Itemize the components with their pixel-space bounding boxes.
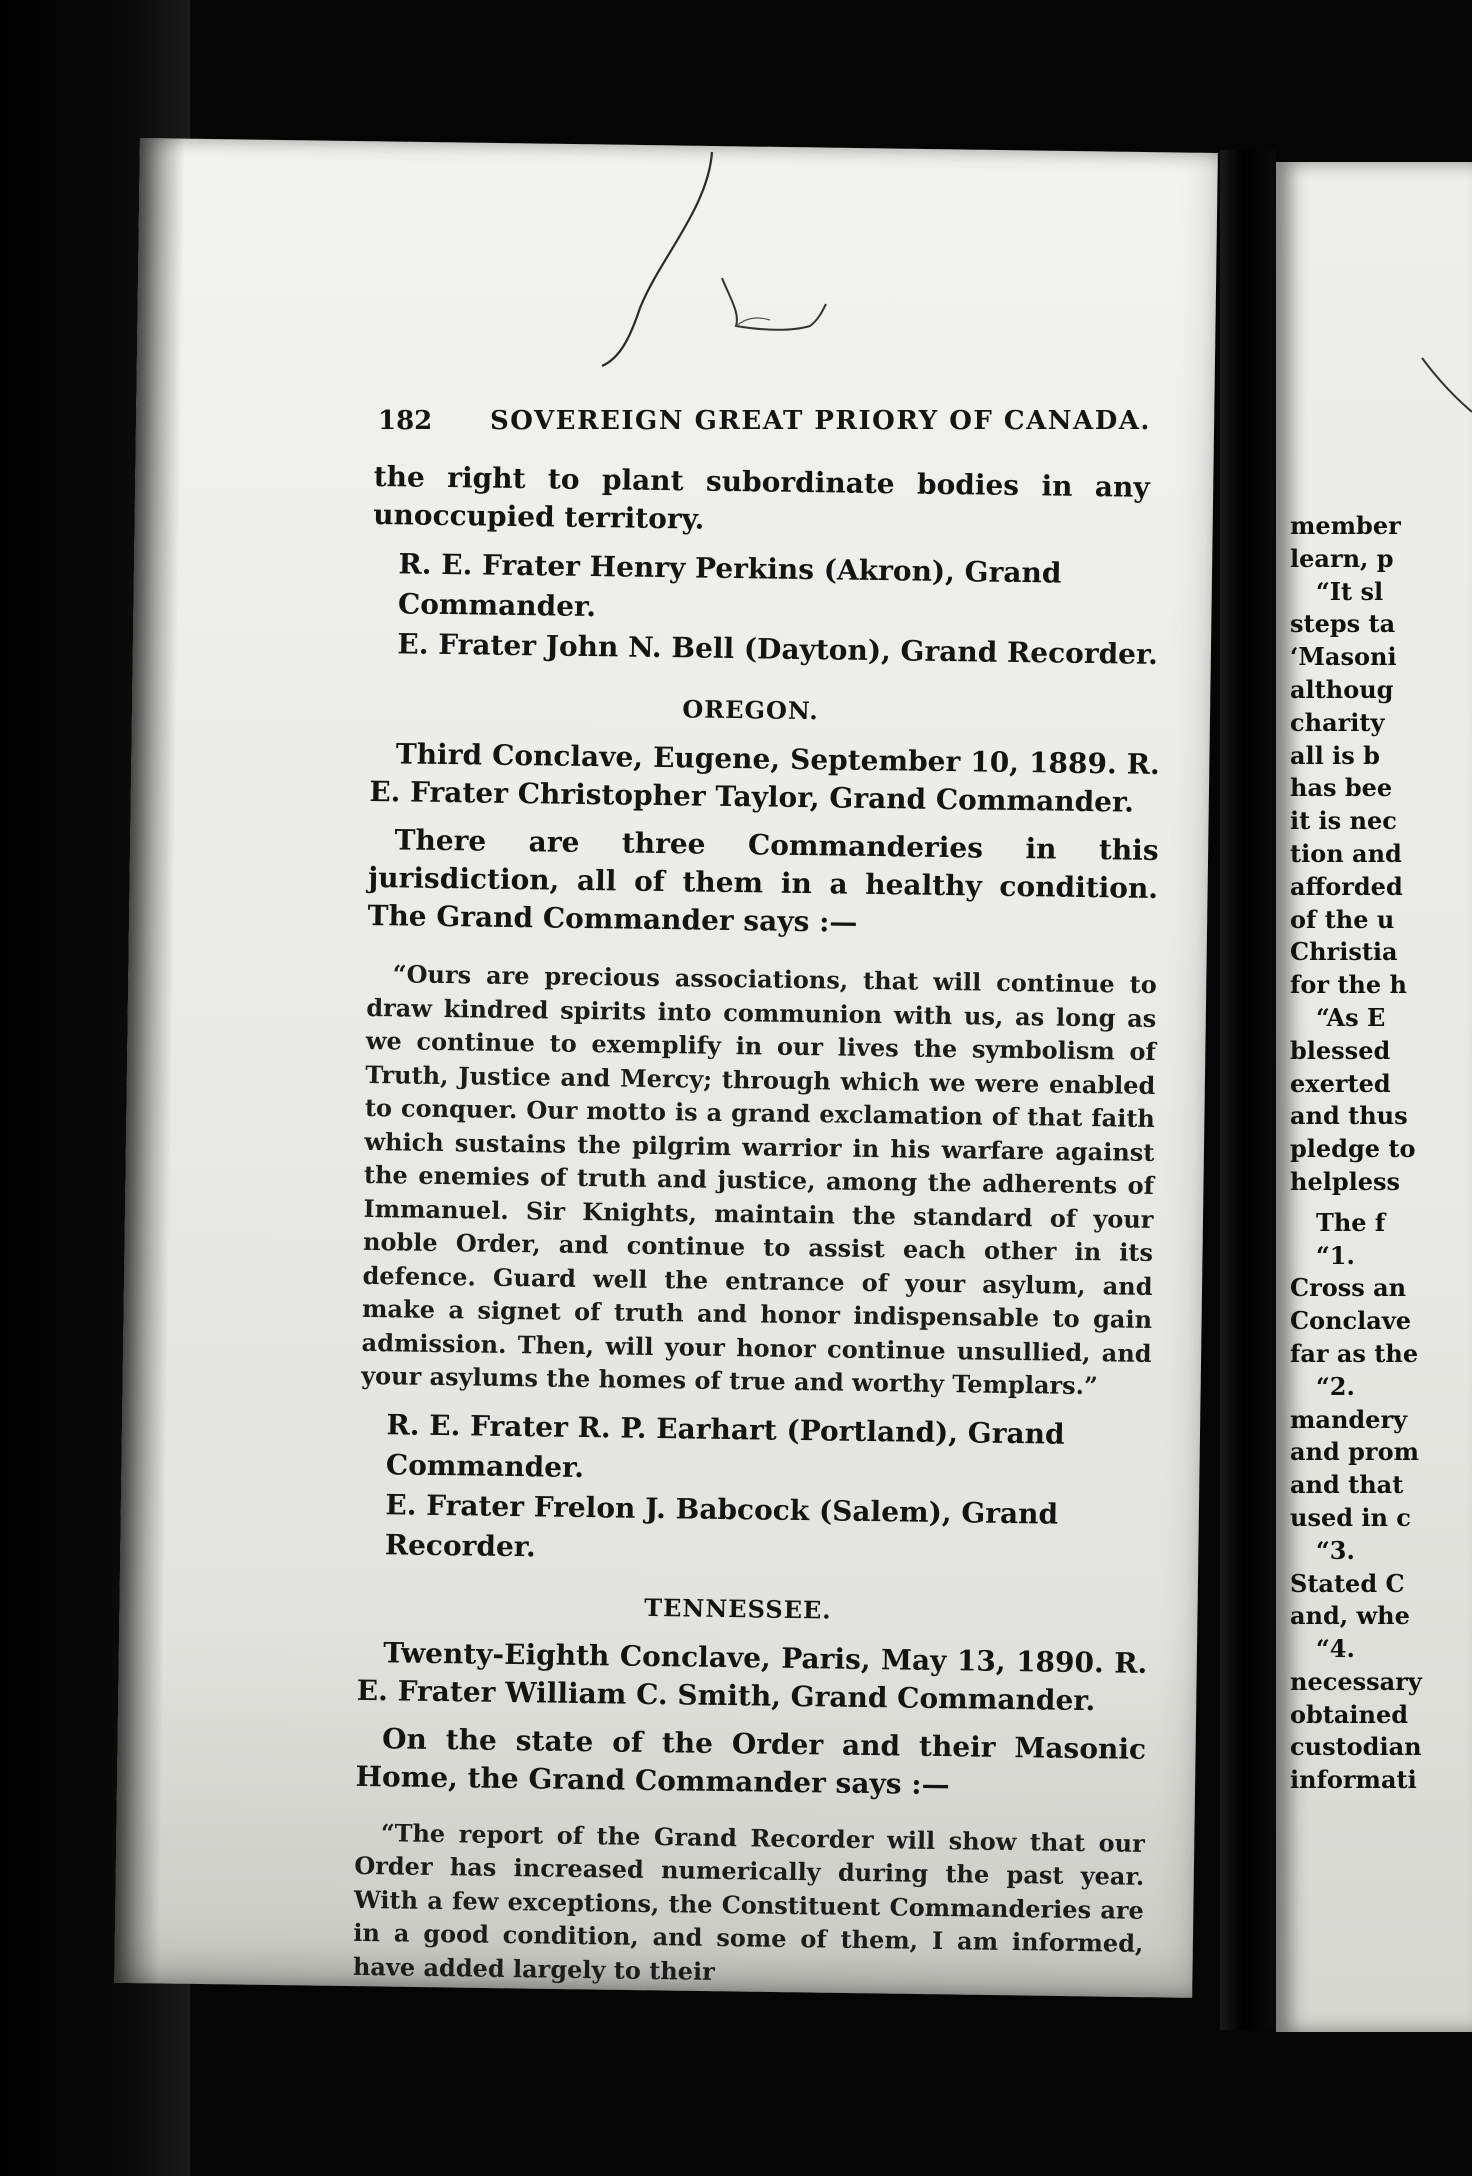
book-page-right-facing — [1276, 162, 1472, 2032]
tennessee-paragraph: On the state of the Order and their Masonic Home, the Grand Commander says :— — [355, 1721, 1147, 1801]
facing-line: “4. — [1316, 1634, 1355, 1664]
facing-line: learn, p — [1290, 543, 1394, 573]
page-header — [378, 398, 1158, 448]
facing-line: member — [1290, 511, 1401, 540]
facing-line: “2. — [1316, 1371, 1355, 1401]
facing-line: and, whe — [1290, 1601, 1410, 1631]
facing-line: and that — [1290, 1470, 1404, 1500]
facing-line: Stated C — [1290, 1568, 1405, 1598]
facing-line: mandery — [1290, 1404, 1408, 1434]
facing-line: necessary — [1290, 1666, 1422, 1696]
facing-line: obtained — [1290, 1699, 1409, 1729]
facing-line: “3. — [1316, 1535, 1355, 1565]
tennessee-intro: Twenty-Eighth Conclave, Paris, May 13, 1890. R. E. Frater William C. Smith, Grand Commander. — [356, 1635, 1148, 1717]
facing-line: of the u — [1290, 904, 1395, 934]
facing-line: far as the — [1290, 1338, 1419, 1368]
facing-line: blessed — [1290, 1035, 1391, 1065]
ohio-grand-recorder: E. Frater John N. Bell (Dayton), Grand Recorder. — [397, 627, 1159, 671]
ohio-grand-commander: R. E. Frater Henry Perkins (Akron), Grand Commander. — [397, 547, 1062, 624]
page-number: 182 — [378, 406, 433, 436]
facing-line: exerted — [1290, 1068, 1391, 1098]
facing-line: “1. — [1316, 1240, 1355, 1270]
tennessee-quote: “The report of the Grand Recorder will show that our Order has increased numerically during the past year. With a few exceptions, the Constituent Commanderies are in a good condition, and some of them, I am informed, have added largely to their — [352, 1817, 1145, 1986]
oregon-grand-commander: R. E. Frater R. P. Earhart (Portland), Grand Commander. — [385, 1407, 1065, 1484]
facing-line: Christia — [1290, 937, 1398, 967]
oregon-paragraph: There are three Commanderies in this jurisdiction, all of them in a healthy condition. The Grand Commander says :— — [367, 823, 1159, 939]
opening-paragraph: the right to plant subordinate bodies in any unoccupied territory. — [372, 459, 1150, 536]
facing-line: afforded — [1290, 871, 1403, 901]
facing-line: has bee — [1290, 773, 1393, 803]
facing-line: pledge to — [1290, 1134, 1416, 1164]
facing-line: for the h — [1290, 970, 1407, 1000]
oregon-grand-recorder: E. Frater Frelon J. Babcock (Salem), Grand Recorder. — [384, 1487, 1059, 1563]
running-title: SOVEREIGN GREAT PRIORY OF CANADA. — [490, 406, 1151, 436]
facing-line: “It sl — [1316, 576, 1384, 606]
facing-line: charity — [1290, 707, 1385, 737]
facing-line: “As E — [1316, 1002, 1386, 1032]
facing-line: ‘Masoni — [1290, 642, 1397, 672]
section-heading-tennessee: TENNESSEE. — [644, 1592, 832, 1625]
facing-line: used in c — [1290, 1502, 1411, 1532]
book-gutter — [1220, 150, 1276, 2030]
facing-page-text-fragments — [1290, 510, 1472, 1797]
main-text-column — [353, 458, 1164, 1994]
facing-line: and prom — [1290, 1437, 1419, 1467]
facing-line: althoug — [1290, 674, 1394, 704]
facing-line: tion and — [1290, 838, 1402, 868]
pencil-scribble-mark — [560, 148, 880, 378]
facing-line: Cross an — [1290, 1273, 1407, 1303]
facing-line: helpless — [1290, 1166, 1401, 1196]
facing-line: all is b — [1290, 740, 1380, 770]
oregon-quote: “Ours are precious associations, that will continue to draw kindred spirits into communion with us, as long as we continue to exemplify in our lives the symbolism of Truth, Justice and Mercy; through which we were enabled to conquer. Our motto is a grand exclamation of that faith which sustains the pilgrim warrior in his warfare against the enemies of truth and justice, among the adherents of Immanuel. Sir Knights, maintain the standard of your noble Order, and continue to assist each other in its defence. Guard well the entrance of your asylum, and make a signet of truth and honor indispensable to gain admission. Then, will your honor continue unsullied, and your asylums the homes of true and worthy Templars.” — [360, 959, 1157, 1401]
facing-line: and thus — [1290, 1101, 1408, 1131]
pencil-scribble-mark-right — [1276, 162, 1472, 462]
oregon-intro: Third Conclave, Eugene, September 10, 1889. R. E. Frater Christopher Taylor, Grand Commander. — [369, 737, 1161, 819]
facing-line: informati — [1290, 1765, 1417, 1795]
facing-line: The f — [1316, 1207, 1386, 1237]
facing-line: custodian — [1290, 1732, 1422, 1762]
facing-line: Conclave — [1290, 1306, 1412, 1336]
section-heading-oregon: OREGON. — [682, 694, 819, 726]
facing-line: steps ta — [1290, 609, 1396, 639]
facing-line: it is nec — [1290, 806, 1397, 836]
